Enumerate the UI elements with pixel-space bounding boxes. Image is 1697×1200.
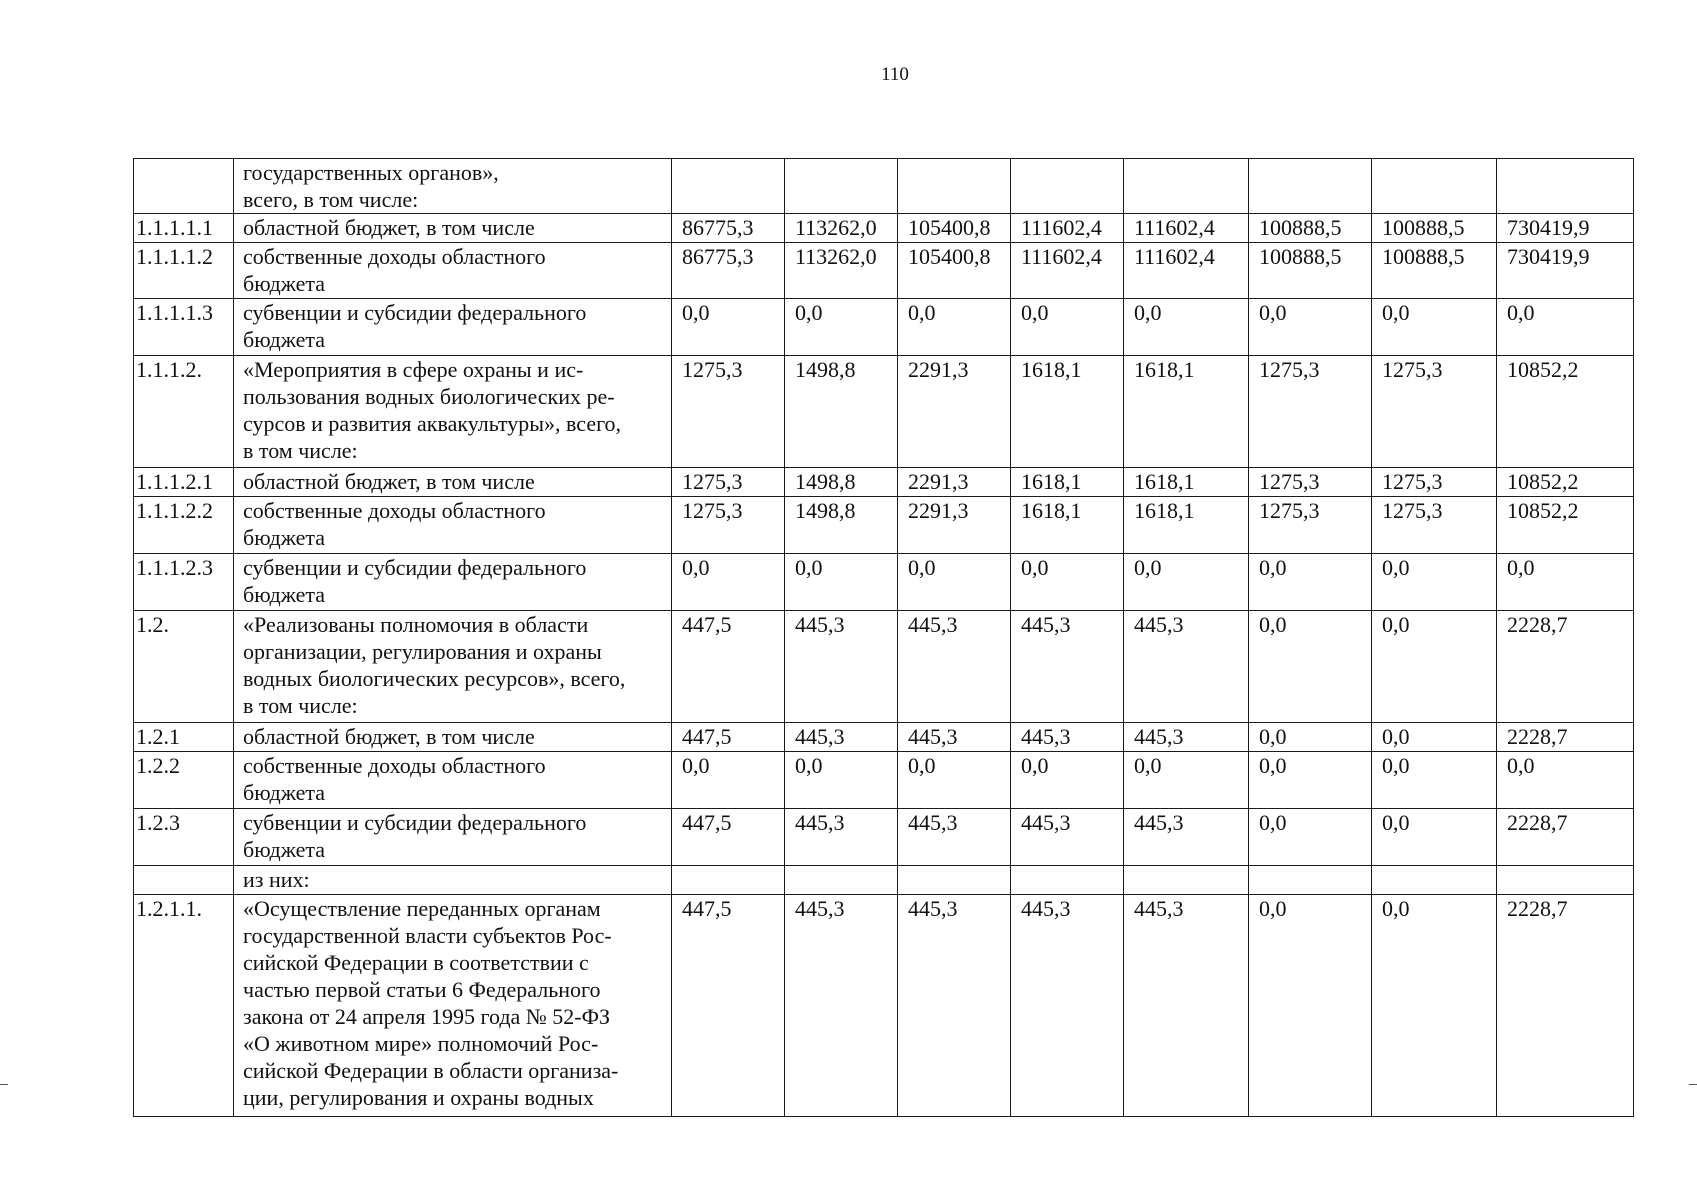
value-cell: 86775,3	[672, 243, 785, 299]
value-cell: 445,3	[898, 895, 1011, 1117]
value-cell: 445,3	[1011, 895, 1124, 1117]
value-cell: 1618,1	[1011, 468, 1124, 497]
table-row	[134, 752, 1634, 809]
value-cell	[1124, 159, 1249, 214]
value-cell: 2228,7	[1497, 895, 1634, 1117]
value-cell: 445,3	[1011, 809, 1124, 866]
row-description: субвенции и субсидии федерального бюджета	[234, 809, 672, 866]
value-cell: 447,5	[672, 723, 785, 752]
table-row	[134, 468, 1634, 497]
value-cell: 0,0	[785, 752, 898, 809]
row-description: субвенции и субсидии федерального бюджета	[234, 554, 672, 611]
value-cell: 0,0	[1249, 299, 1372, 356]
value-cell: 445,3	[785, 809, 898, 866]
row-description: собственные доходы областного бюджета	[234, 243, 672, 299]
value-cell: 1275,3	[1372, 356, 1497, 468]
scan-edge-mark-right	[1689, 1084, 1697, 1085]
value-cell: 10852,2	[1497, 497, 1634, 554]
row-description: «Осуществление переданных органам государственной власти субъектов Рос- сийской Федерации в соответствии с частью первой статьи 6 Федерального закона от 24 апреля 1995 года № 52-ФЗ «О животном мире» полномочий Рос- сийской Федерации в области организа- ции, регулирования и охраны водных	[234, 895, 672, 1117]
value-cell: 1275,3	[1372, 468, 1497, 497]
row-code: 1.1.1.1.3	[134, 299, 234, 356]
value-cell: 113262,0	[785, 214, 898, 243]
value-cell: 2228,7	[1497, 809, 1634, 866]
value-cell	[898, 159, 1011, 214]
value-cell: 445,3	[785, 895, 898, 1117]
value-cell: 445,3	[898, 611, 1011, 723]
value-cell: 0,0	[1372, 611, 1497, 723]
value-cell: 1498,8	[785, 497, 898, 554]
value-cell: 1275,3	[1249, 468, 1372, 497]
row-description: из них:	[234, 866, 672, 895]
value-cell	[1249, 159, 1372, 214]
value-cell: 0,0	[1497, 299, 1634, 356]
value-cell: 445,3	[898, 809, 1011, 866]
row-description: «Мероприятия в сфере охраны и ис- пользования водных биологических ре- сурсов и развития аквакультуры», всего, в том числе:	[234, 356, 672, 468]
value-cell: 105400,8	[898, 243, 1011, 299]
value-cell	[1497, 866, 1634, 895]
budget-table	[133, 158, 1634, 1117]
value-cell: 1618,1	[1124, 356, 1249, 468]
value-cell: 111602,4	[1124, 214, 1249, 243]
value-cell: 0,0	[672, 299, 785, 356]
value-cell: 0,0	[1249, 895, 1372, 1117]
value-cell: 2291,3	[898, 497, 1011, 554]
value-cell: 0,0	[1249, 809, 1372, 866]
row-code	[134, 866, 234, 895]
value-cell: 445,3	[1124, 895, 1249, 1117]
value-cell: 1275,3	[1249, 497, 1372, 554]
value-cell: 445,3	[1124, 723, 1249, 752]
value-cell: 0,0	[1011, 554, 1124, 611]
table-row	[134, 243, 1634, 299]
value-cell	[1011, 159, 1124, 214]
value-cell: 0,0	[898, 299, 1011, 356]
value-cell: 111602,4	[1011, 243, 1124, 299]
row-description: «Реализованы полномочия в области организации, регулирования и охраны водных биологических ресурсов», всего, в том числе:	[234, 611, 672, 723]
value-cell	[785, 159, 898, 214]
row-code: 1.1.1.2.3	[134, 554, 234, 611]
value-cell: 10852,2	[1497, 468, 1634, 497]
row-code: 1.1.1.2.	[134, 356, 234, 468]
row-code: 1.2.2	[134, 752, 234, 809]
value-cell: 445,3	[1011, 723, 1124, 752]
table-row	[134, 299, 1634, 356]
value-cell: 0,0	[672, 752, 785, 809]
value-cell: 1618,1	[1011, 497, 1124, 554]
row-description: собственные доходы областного бюджета	[234, 497, 672, 554]
value-cell: 0,0	[672, 554, 785, 611]
value-cell: 447,5	[672, 895, 785, 1117]
value-cell: 445,3	[785, 723, 898, 752]
value-cell	[1124, 866, 1249, 895]
value-cell: 0,0	[1372, 752, 1497, 809]
value-cell: 2228,7	[1497, 611, 1634, 723]
row-description: собственные доходы областного бюджета	[234, 752, 672, 809]
row-description: областной бюджет, в том числе	[234, 723, 672, 752]
value-cell: 1618,1	[1124, 497, 1249, 554]
value-cell: 100888,5	[1372, 214, 1497, 243]
row-description: государственных органов», всего, в том числе:	[234, 159, 672, 214]
value-cell: 447,5	[672, 611, 785, 723]
value-cell: 111602,4	[1124, 243, 1249, 299]
value-cell: 111602,4	[1011, 214, 1124, 243]
value-cell: 100888,5	[1249, 214, 1372, 243]
value-cell: 0,0	[1372, 299, 1497, 356]
table-row	[134, 159, 1634, 214]
value-cell: 2291,3	[898, 468, 1011, 497]
value-cell: 445,3	[785, 611, 898, 723]
row-code: 1.2.3	[134, 809, 234, 866]
value-cell: 1275,3	[672, 468, 785, 497]
value-cell: 0,0	[1249, 554, 1372, 611]
value-cell: 2228,7	[1497, 723, 1634, 752]
value-cell	[1011, 866, 1124, 895]
table-row	[134, 866, 1634, 895]
row-code: 1.1.1.1.2	[134, 243, 234, 299]
value-cell: 1275,3	[1249, 356, 1372, 468]
row-description: областной бюджет, в том числе	[234, 468, 672, 497]
value-cell	[1372, 159, 1497, 214]
table-row	[134, 895, 1634, 1117]
row-description: субвенции и субсидии федерального бюджета	[234, 299, 672, 356]
value-cell: 0,0	[1249, 752, 1372, 809]
value-cell: 0,0	[1497, 752, 1634, 809]
value-cell	[1372, 866, 1497, 895]
value-cell: 730419,9	[1497, 214, 1634, 243]
value-cell: 1618,1	[1124, 468, 1249, 497]
value-cell: 2291,3	[898, 356, 1011, 468]
value-cell	[672, 866, 785, 895]
value-cell: 100888,5	[1372, 243, 1497, 299]
value-cell: 445,3	[898, 723, 1011, 752]
value-cell: 113262,0	[785, 243, 898, 299]
row-code: 1.2.	[134, 611, 234, 723]
value-cell: 1275,3	[672, 497, 785, 554]
value-cell: 0,0	[785, 299, 898, 356]
value-cell: 0,0	[1011, 299, 1124, 356]
row-description: областной бюджет, в том числе	[234, 214, 672, 243]
table-row	[134, 497, 1634, 554]
row-code: 1.1.1.1.1	[134, 214, 234, 243]
value-cell	[785, 866, 898, 895]
value-cell: 10852,2	[1497, 356, 1634, 468]
value-cell: 0,0	[898, 554, 1011, 611]
row-code	[134, 159, 234, 214]
table-row	[134, 611, 1634, 723]
value-cell: 0,0	[1249, 611, 1372, 723]
row-code: 1.1.1.2.2	[134, 497, 234, 554]
value-cell: 105400,8	[898, 214, 1011, 243]
value-cell: 0,0	[1372, 895, 1497, 1117]
value-cell: 1275,3	[1372, 497, 1497, 554]
page-number: 110	[881, 64, 909, 85]
value-cell: 0,0	[1372, 809, 1497, 866]
value-cell: 100888,5	[1249, 243, 1372, 299]
value-cell: 0,0	[1497, 554, 1634, 611]
value-cell: 86775,3	[672, 214, 785, 243]
table-row	[134, 356, 1634, 468]
row-code: 1.2.1	[134, 723, 234, 752]
value-cell: 1498,8	[785, 468, 898, 497]
value-cell	[1497, 159, 1634, 214]
value-cell: 0,0	[1124, 299, 1249, 356]
value-cell: 1618,1	[1011, 356, 1124, 468]
value-cell: 730419,9	[1497, 243, 1634, 299]
value-cell: 0,0	[785, 554, 898, 611]
value-cell	[672, 159, 785, 214]
value-cell: 445,3	[1011, 611, 1124, 723]
scan-edge-mark-left	[0, 1084, 8, 1085]
value-cell: 1275,3	[672, 356, 785, 468]
row-code: 1.2.1.1.	[134, 895, 234, 1117]
value-cell	[898, 866, 1011, 895]
row-code: 1.1.1.2.1	[134, 468, 234, 497]
value-cell: 0,0	[898, 752, 1011, 809]
table-row	[134, 554, 1634, 611]
table-row	[134, 809, 1634, 866]
value-cell: 0,0	[1372, 723, 1497, 752]
value-cell: 445,3	[1124, 611, 1249, 723]
value-cell: 0,0	[1011, 752, 1124, 809]
value-cell	[1249, 866, 1372, 895]
value-cell: 0,0	[1372, 554, 1497, 611]
value-cell: 0,0	[1124, 554, 1249, 611]
value-cell: 1498,8	[785, 356, 898, 468]
table-row	[134, 214, 1634, 243]
value-cell: 447,5	[672, 809, 785, 866]
value-cell: 0,0	[1249, 723, 1372, 752]
table-row	[134, 723, 1634, 752]
value-cell: 0,0	[1124, 752, 1249, 809]
value-cell: 445,3	[1124, 809, 1249, 866]
budget-table-body	[134, 159, 1634, 1117]
